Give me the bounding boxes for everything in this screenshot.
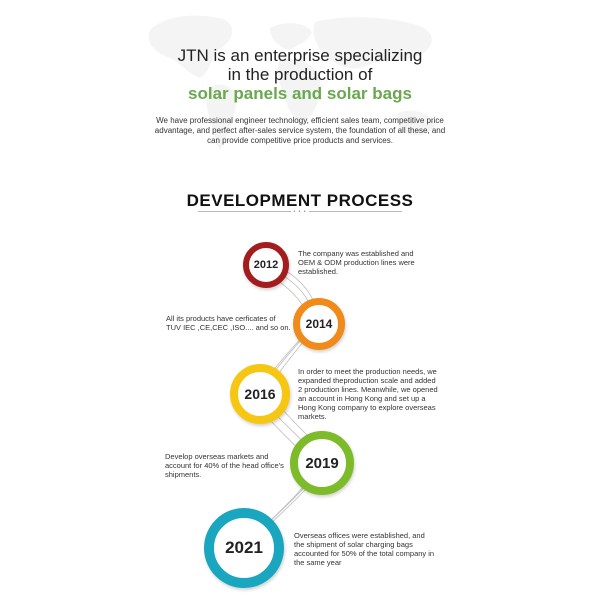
milestone-text-2016: In order to meet the production needs, we expanded theproduction scale and added 2 production lines. Meanwhile, we opened an account in Hong Kong and set up a Hong Kong company to explore overseas markets. (298, 367, 438, 421)
year-label-2012: 2012 (253, 259, 279, 271)
year-circle-2016 (230, 364, 290, 424)
milestone-text-2012: The company was established and OEM & ODM production lines were established. (298, 249, 415, 276)
title-divider-dots: • • • (291, 210, 309, 214)
intro-highlight: solar panels and solar bags (188, 84, 412, 103)
milestone-text-2014: All its products have cerficates of TUV IEC ,CE,CEC ,ISO.... and so on. (166, 314, 291, 332)
milestone-text-2021: Overseas offices were established, and the shipment of solar charging bags accounted for 50% of the total company in the same year (294, 531, 435, 567)
year-circle-2019 (290, 431, 354, 495)
year-label-2019: 2019 (305, 454, 339, 472)
year-label-2016: 2016 (244, 386, 276, 402)
intro-heading-line1: JTN is an enterprise specializing (177, 46, 423, 65)
milestone-text-2019: Develop overseas markets and account for 40% of the head office's shipments. (165, 452, 284, 479)
year-label-2021: 2021 (225, 538, 263, 557)
intro-heading-line2: in the production of (227, 65, 373, 84)
section-title: DEVELOPMENT PROCESS (186, 191, 414, 210)
year-circle-2021 (204, 508, 284, 588)
year-circle-2012 (243, 242, 289, 288)
year-label-2014: 2014 (305, 317, 333, 331)
intro-description: We have professional engineer technology, efficient sales team, competitive price advantage, and perfect after-sales service system, the foundation of all these, and can provide competitive price products and services. (154, 116, 446, 145)
year-circle-2014 (293, 298, 345, 350)
